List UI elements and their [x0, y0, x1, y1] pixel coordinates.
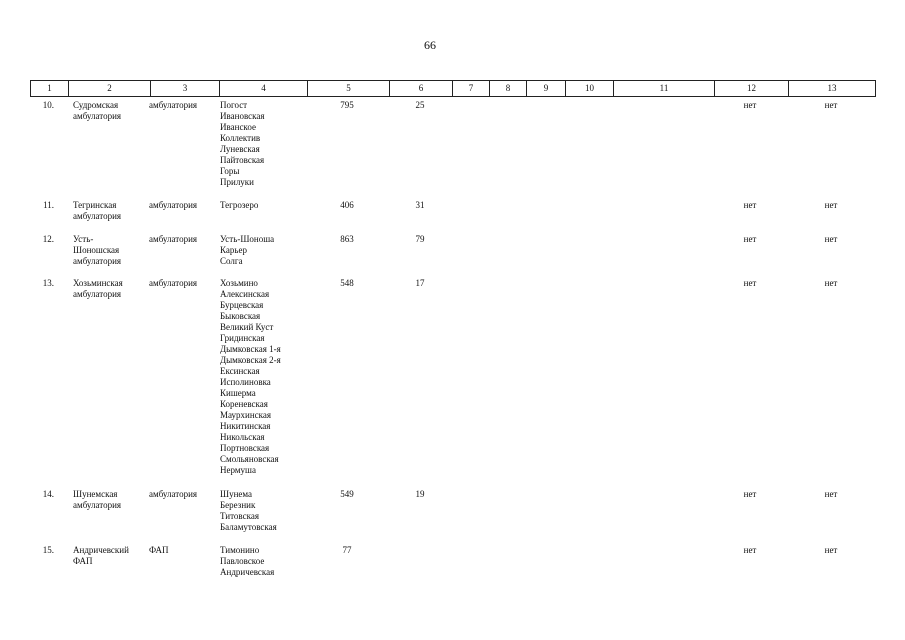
col5-value: 548	[340, 278, 354, 288]
facility-name: Судромская амбулатория	[73, 100, 122, 121]
facility-name: Тегринская амбулатория	[73, 200, 122, 221]
col6-value: 19	[415, 489, 425, 499]
row-number: 12.	[42, 234, 54, 244]
row-number: 15.	[42, 545, 54, 555]
facility-type: амбулатория	[149, 278, 198, 288]
col5-value: 795	[340, 100, 354, 110]
header-cell: 13	[788, 81, 875, 96]
settlements-list: Погост Ивановская Иванское Коллектив Луневская Пайтовская Горы Прилуки	[220, 100, 265, 187]
facility-type: амбулатория	[149, 100, 198, 110]
col12-value: нет	[743, 234, 757, 244]
col13-value: нет	[824, 100, 838, 110]
row-number: 14.	[42, 489, 54, 499]
header-cell: 2	[68, 81, 150, 96]
row-number: 10.	[42, 100, 54, 110]
settlements-list: Хозьмино Алексинская Бурцевская Быковская Великий Куст Гридинская Дымковская 1-я Дымковская 2-я Ексинская Исполиновка Кишерма Кореневская Маурхинская Никитинская Никольская Портновская Смольяновская Нермуша	[220, 278, 281, 475]
header-cell: 7	[452, 81, 489, 96]
col12-value: нет	[743, 489, 757, 499]
col6-value: 17	[415, 278, 425, 288]
col13-value: нет	[824, 545, 838, 555]
col5-value: 406	[340, 200, 354, 210]
facility-type: амбулатория	[149, 489, 198, 499]
col6-value: 79	[415, 234, 425, 244]
header-cell: 9	[526, 81, 565, 96]
col5-value: 549	[340, 489, 354, 499]
settlements-list: Усть-Шоноша Карьер Солга	[220, 234, 275, 266]
facility-name: Шунемская амбулатория	[73, 489, 122, 510]
col13-value: нет	[824, 200, 838, 210]
col12-value: нет	[743, 200, 757, 210]
facility-name: Андричевский ФАП	[73, 545, 129, 566]
col13-value: нет	[824, 278, 838, 288]
col12-value: нет	[743, 545, 757, 555]
header-cell: 12	[714, 81, 788, 96]
col5-value: 77	[342, 545, 352, 555]
col13-value: нет	[824, 234, 838, 244]
settlements-list: Шунема Березник Титовская Баламутовская	[220, 489, 277, 532]
header-cell: 10	[565, 81, 613, 96]
row-number: 11.	[43, 200, 54, 210]
col6-value: 31	[415, 200, 425, 210]
facility-name: Усть- Шоношская амбулатория	[73, 234, 122, 266]
header-cell: 1	[47, 83, 52, 93]
page-number: 66	[424, 38, 436, 52]
header-cell: 6	[389, 81, 452, 96]
col12-value: нет	[743, 278, 757, 288]
col5-value: 863	[340, 234, 354, 244]
settlements-list: Тимонино Павловское Андричевская	[220, 545, 275, 577]
row-number: 13.	[42, 278, 54, 288]
header-cell: 3	[150, 81, 219, 96]
settlements-list: Тегрозеро	[220, 200, 259, 210]
col13-value: нет	[824, 489, 838, 499]
facility-type: ФАП	[149, 545, 169, 555]
col12-value: нет	[743, 100, 757, 110]
facility-type: амбулатория	[149, 234, 198, 244]
facility-type: амбулатория	[149, 200, 198, 210]
header-cell: 4	[219, 81, 307, 96]
header-cell: 8	[489, 81, 526, 96]
header-cell: 5	[307, 81, 389, 96]
col6-value: 25	[415, 100, 425, 110]
facility-name: Хозьминская амбулатория	[73, 278, 123, 299]
header-cell: 11	[613, 81, 714, 96]
